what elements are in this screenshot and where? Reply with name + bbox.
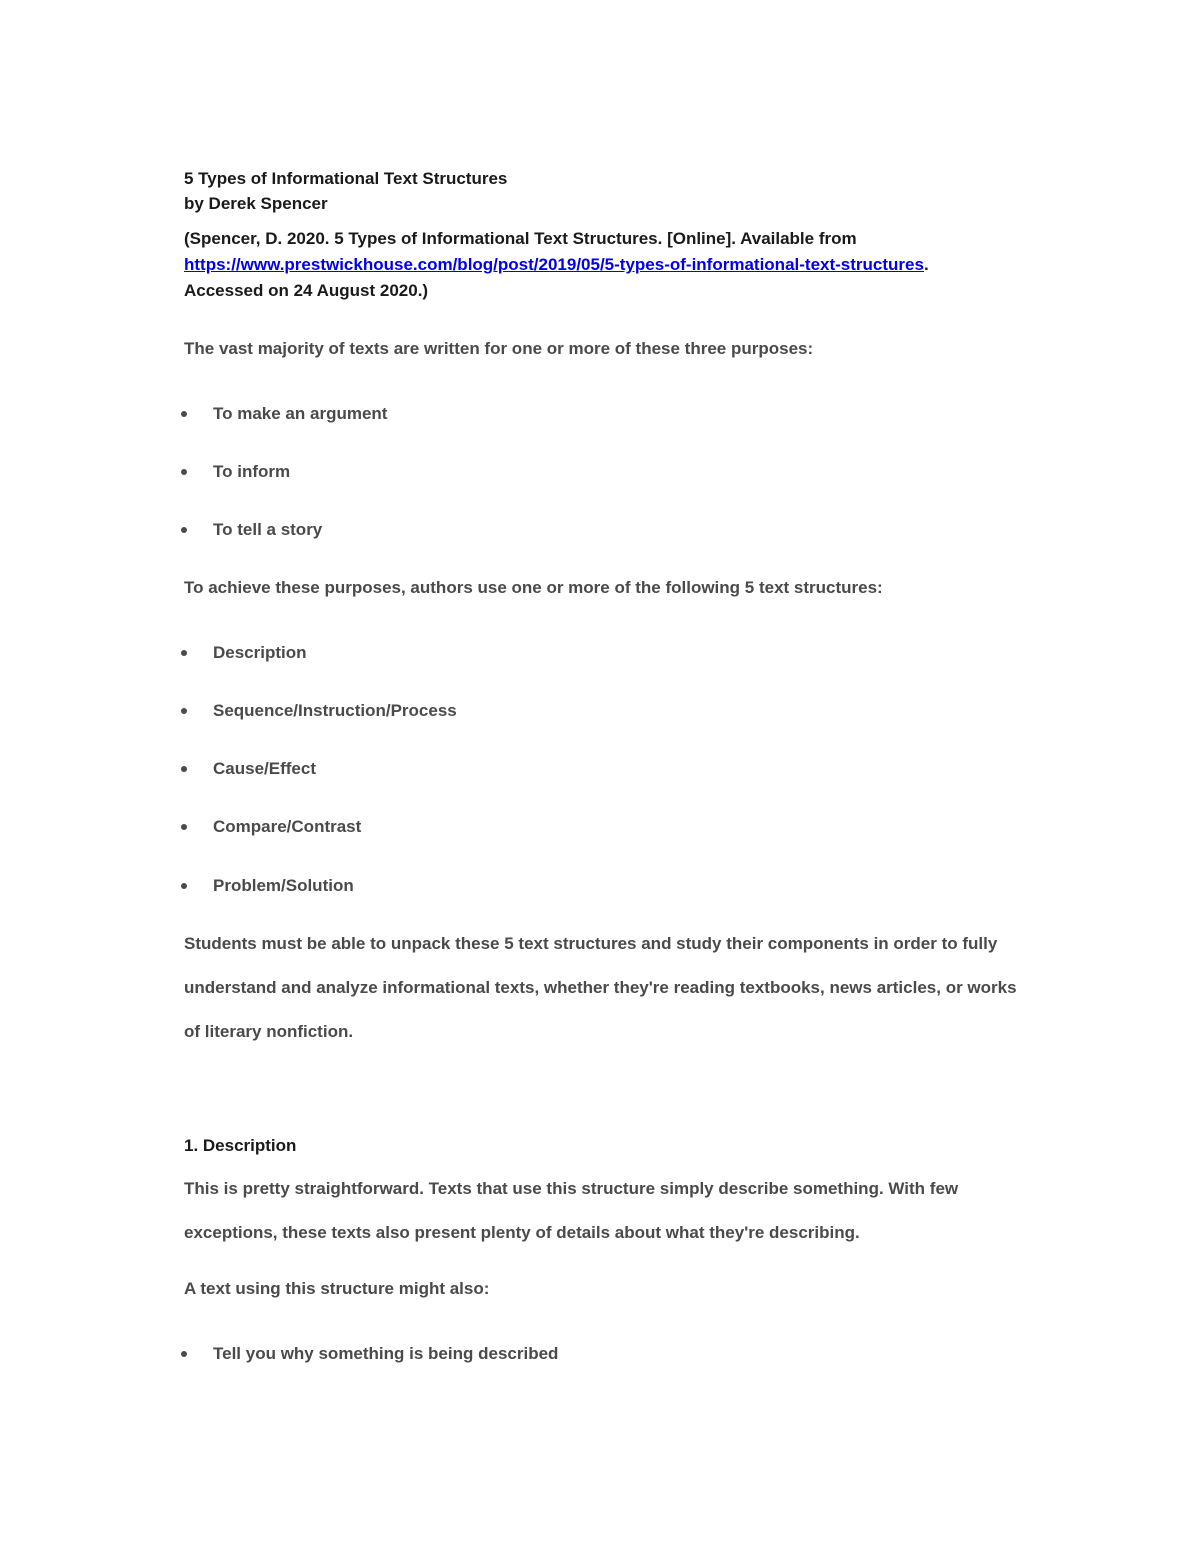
list-item: Tell you why something is being described: [184, 1342, 1024, 1366]
purposes-list: [184, 402, 1024, 542]
purposes-lead: The vast majority of texts are written for one or more of these three purposes:: [184, 339, 814, 358]
document-author: by Derek Spencer: [184, 194, 328, 213]
citation-prefix: (Spencer, D. 2020. 5 Types of Informational Text Structures. [Online]. Available from: [184, 229, 857, 248]
structures-lead: To achieve these purposes, authors use one or more of the following 5 text structures:: [184, 578, 883, 597]
bullet-icon: [181, 883, 187, 889]
bullet-icon: [181, 824, 187, 830]
section-heading-description: 1. Description: [184, 1136, 297, 1155]
citation-link-suffix: .: [923, 255, 929, 274]
list-item: Compare/Contrast: [184, 815, 1024, 839]
bullet-icon: [181, 411, 187, 417]
description-list-lead: A text using this structure might also:: [184, 1279, 490, 1298]
list-item: Problem/Solution: [184, 874, 1024, 898]
citation-accessed: Accessed on 24 August 2020.): [184, 281, 429, 300]
list-item: To inform: [184, 460, 1024, 484]
list-item: Sequence/Instruction/Process: [184, 699, 1024, 723]
list-item: Description: [184, 641, 1024, 665]
list-item: To tell a story: [184, 518, 1024, 542]
bullet-icon: [181, 1351, 187, 1357]
document-title: 5 Types of Informational Text Structures: [184, 169, 508, 188]
bullet-icon: [181, 527, 187, 533]
description-list: [184, 1342, 1024, 1366]
list-item: Cause/Effect: [184, 757, 1024, 781]
description-paragraph: This is pretty straightforward. Texts that use this structure simply describe something. With few exceptions, these texts also present plenty of details about what they're describing.: [184, 1179, 959, 1242]
citation-link[interactable]: https://www.prestwickhouse.com/blog/post/2019/05/5-types-of-informational-text-structures: [184, 255, 924, 274]
bullet-icon: [181, 708, 187, 714]
summary-paragraph: Students must be able to unpack these 5 text structures and study their components in order to fully understand and analyze informational texts, whether they're reading textbooks, news articles, or works of literary nonfiction.: [184, 934, 1017, 1041]
document-page: [184, 166, 1024, 1366]
bullet-icon: [181, 650, 187, 656]
citation: [184, 226, 1024, 304]
bullet-icon: [181, 469, 187, 475]
bullet-icon: [181, 766, 187, 772]
structures-list: [184, 641, 1024, 898]
list-item: To make an argument: [184, 402, 1024, 426]
